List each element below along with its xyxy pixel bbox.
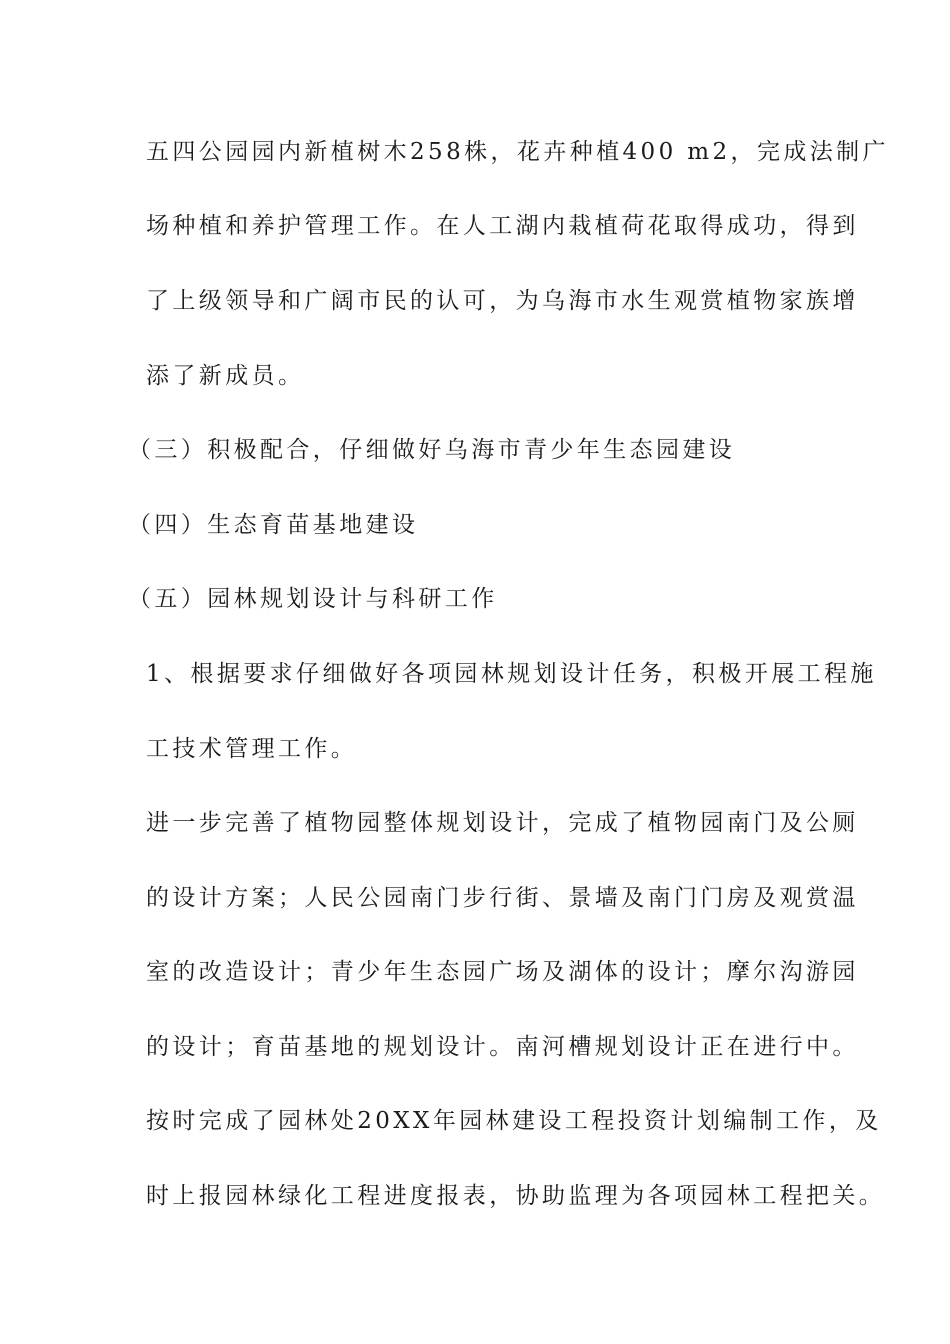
section-heading: （三）积极配合，仔细做好乌海市青少年生态园建设 [128, 437, 736, 463]
section-heading: （五）园林规划设计与科研工作 [128, 586, 498, 612]
paragraph-line: 工技术管理工作。 [146, 736, 358, 762]
paragraph-line: 添了新成员。 [146, 363, 305, 389]
paragraph-line: 进一步完善了植物园整体规划设计，完成了植物园南门及公厕 [146, 810, 859, 836]
paragraph-line: 1、根据要求仔细做好各项园林规划设计任务，积极开展工程施 [146, 661, 877, 687]
paragraph-line: 场种植和养护管理工作。在人工湖内栽植荷花取得成功，得到 [146, 213, 859, 239]
paragraph-line: 的设计；育苗基地的规划设计。南河槽规划设计正在进行中。 [146, 1034, 859, 1060]
paragraph-line: 的设计方案；人民公园南门步行街、景墙及南门门房及观赏温 [146, 885, 859, 911]
paragraph-line: 五四公园园内新植树木258株，花卉种植400 m2，完成法制广 [146, 139, 889, 165]
paragraph-line: 室的改造设计；青少年生态园广场及湖体的设计；摩尔沟游园 [146, 959, 859, 985]
paragraph-line: 时上报园林绿化工程进度报表，协助监理为各项园林工程把关。 [146, 1183, 886, 1209]
paragraph-line: 按时完成了园林处20XX年园林建设工程投资计划编制工作，及 [146, 1108, 882, 1134]
section-heading: （四）生态育苗基地建设 [128, 512, 419, 538]
paragraph-line: 了上级领导和广阔市民的认可，为乌海市水生观赏植物家族增 [146, 288, 859, 314]
